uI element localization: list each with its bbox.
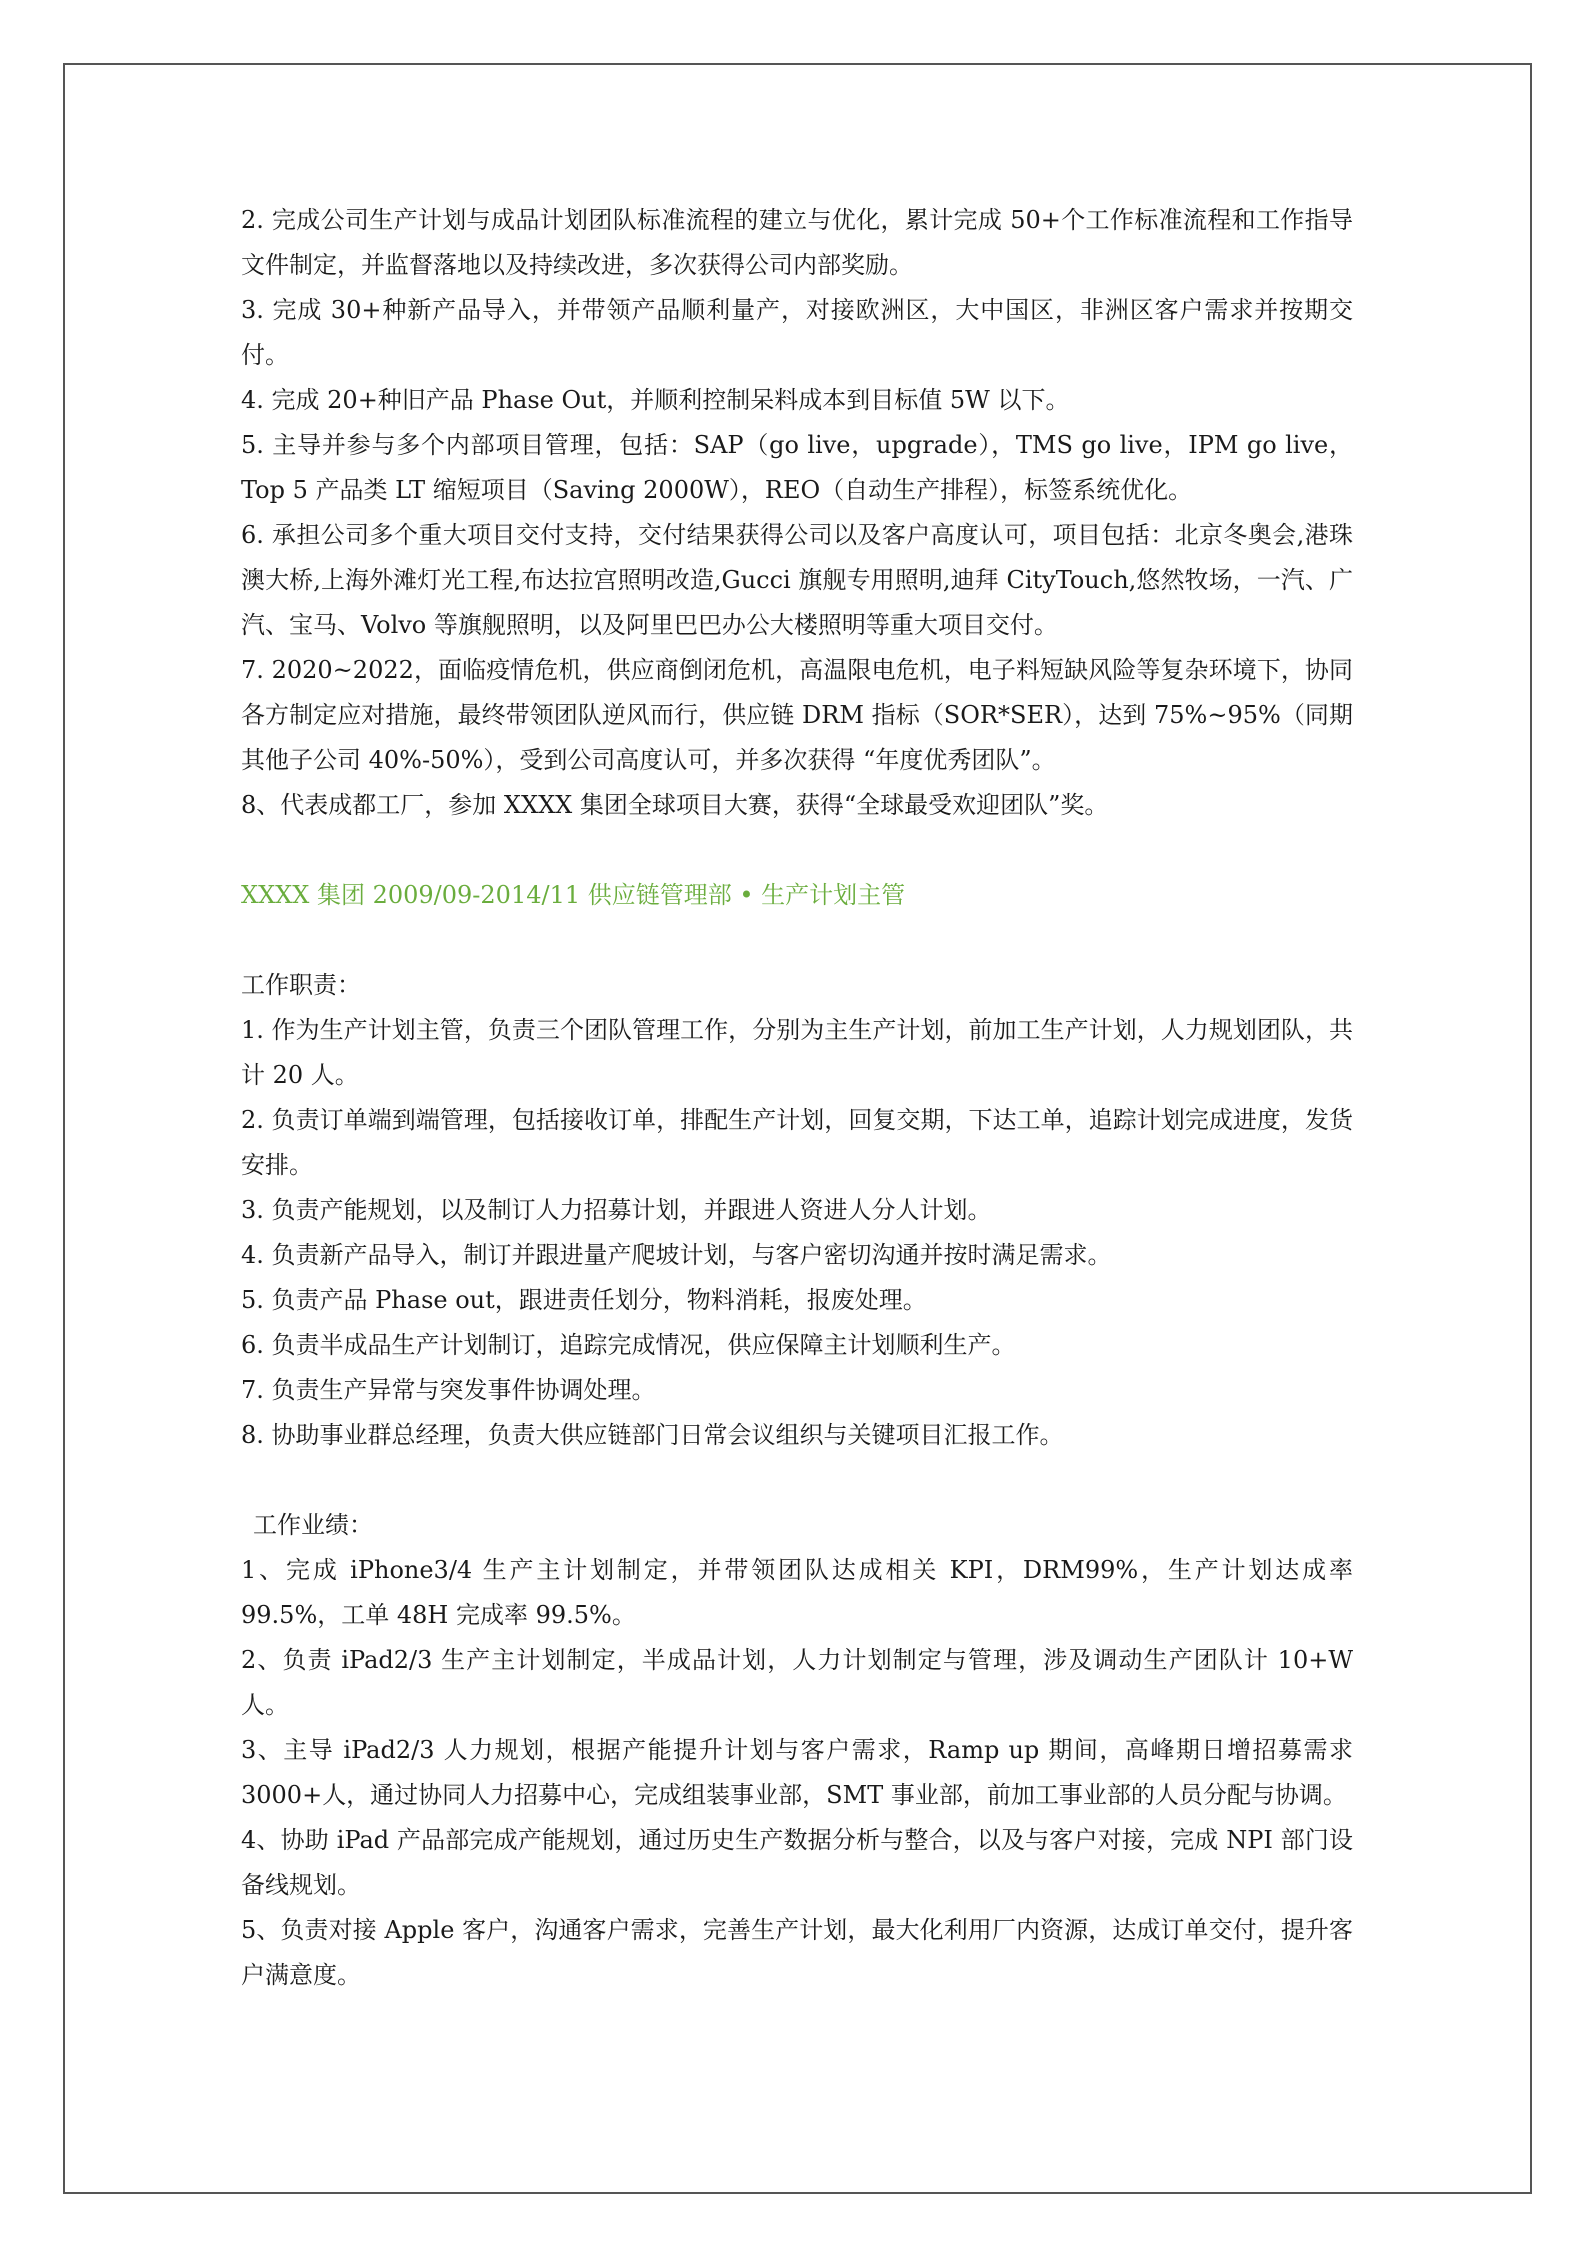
achievement-item: 7. 2020~2022，面临疫情危机，供应商倒闭危机，高温限电危机，电子料短缺风险等复杂环境下，协同各方制定应对措施，最终带领团队逆风而行，供应链 DRM 指标（SOR*SER），达到 75%~95%（同期其他子公司 40%-50%），受到公司高度认可，并多次获得 “年度优秀团队”。	[241, 656, 1353, 774]
duty-item: 1. 作为生产计划主管，负责三个团队管理工作，分别为主生产计划，前加工生产计划，人力规划团队，共计 20 人。	[241, 1016, 1353, 1089]
job-achievement-item: 5、负责对接 Apple 客户，沟通客户需求，完善生产计划，最大化利用厂内资源，达成订单交付，提升客户满意度。	[241, 1916, 1353, 1989]
duty-item: 4. 负责新产品导入，制订并跟进量产爬坡计划，与客户密切沟通并按时满足需求。	[241, 1241, 1112, 1269]
achievement-item: 5. 主导并参与多个内部项目管理，包括：SAP（go live，upgrade），TMS go live，IPM go live，Top 5 产品类 LT 缩短项目（Saving 2000W），REO（自动生产排程），标签系统优化。	[241, 431, 1353, 504]
job-achievement-item: 2、负责 iPad2/3 生产主计划制定，半成品计划，人力计划制定与管理，涉及调动生产团队计 10+W 人。	[241, 1646, 1353, 1719]
duty-item: 7. 负责生产异常与突发事件协调处理。	[241, 1376, 656, 1404]
resume-content	[241, 198, 1353, 1998]
job-achievement-item: 1、完成 iPhone3/4 生产主计划制定，并带领团队达成相关 KPI，DRM99%，生产计划达成率 99.5%，工单 48H 完成率 99.5%。	[241, 1556, 1353, 1629]
spacer	[241, 1458, 1353, 1503]
spacer	[241, 918, 1353, 963]
achievement-item: 3. 完成 30+种新产品导入，并带领产品顺利量产，对接欧洲区，大中国区，非洲区客户需求并按期交付。	[241, 296, 1353, 369]
achievement-item: 4. 完成 20+种旧产品 Phase Out，并顺利控制呆料成本到目标值 5W 以下。	[241, 386, 1070, 414]
achievement-item: 2. 完成公司生产计划与成品计划团队标准流程的建立与优化，累计完成 50+个工作标准流程和工作指导文件制定，并监督落地以及持续改进，多次获得公司内部奖励。	[241, 206, 1353, 279]
duties-list	[241, 1008, 1353, 1458]
job-achievement-item: 3、主导 iPad2/3 人力规划，根据产能提升计划与客户需求，Ramp up 期间，高峰期日增招募需求 3000+人，通过协同人力招募中心，完成组装事业部，SMT 事业部，前加工事业部的人员分配与协调。	[241, 1736, 1353, 1809]
top-achievements-list	[241, 198, 1353, 828]
achievements-title: 工作业绩：	[253, 1511, 373, 1539]
duties-title: 工作职责：	[241, 971, 361, 999]
duty-item: 2. 负责订单端到端管理，包括接收订单，排配生产计划，回复交期，下达工单，追踪计划完成进度，发货安排。	[241, 1106, 1353, 1179]
duty-item: 3. 负责产能规划，以及制订人力招募计划，并跟进人资进人分人计划。	[241, 1196, 992, 1224]
spacer	[241, 828, 1353, 873]
duty-item: 6. 负责半成品生产计划制订，追踪完成情况，供应保障主计划顺利生产。	[241, 1331, 1016, 1359]
duty-item: 5. 负责产品 Phase out，跟进责任划分，物料消耗，报废处理。	[241, 1286, 927, 1314]
achievement-item: 8、代表成都工厂，参加 XXXX 集团全球项目大赛，获得“全球最受欢迎团队”奖。	[241, 791, 1109, 819]
duty-item: 8. 协助事业群总经理，负责大供应链部门日常会议组织与关键项目汇报工作。	[241, 1421, 1064, 1449]
job-heading: XXXX 集团 2009/09-2014/11 供应链管理部 • 生产计划主管	[241, 881, 906, 909]
job-achievement-item: 4、协助 iPad 产品部完成产能规划，通过历史生产数据分析与整合，以及与客户对接，完成 NPI 部门设备线规划。	[241, 1826, 1353, 1899]
achievement-item: 6. 承担公司多个重大项目交付支持，交付结果获得公司以及客户高度认可，项目包括：北京冬奥会,港珠澳大桥,上海外滩灯光工程,布达拉宫照明改造,Gucci 旗舰专用照明,迪拜 CityTouch,悠然牧场，一汽、广汽、宝马、Volvo 等旗舰照明，以及阿里巴巴办公大楼照明等重大项目交付。	[241, 521, 1353, 639]
job-achievements-list	[241, 1548, 1353, 1998]
